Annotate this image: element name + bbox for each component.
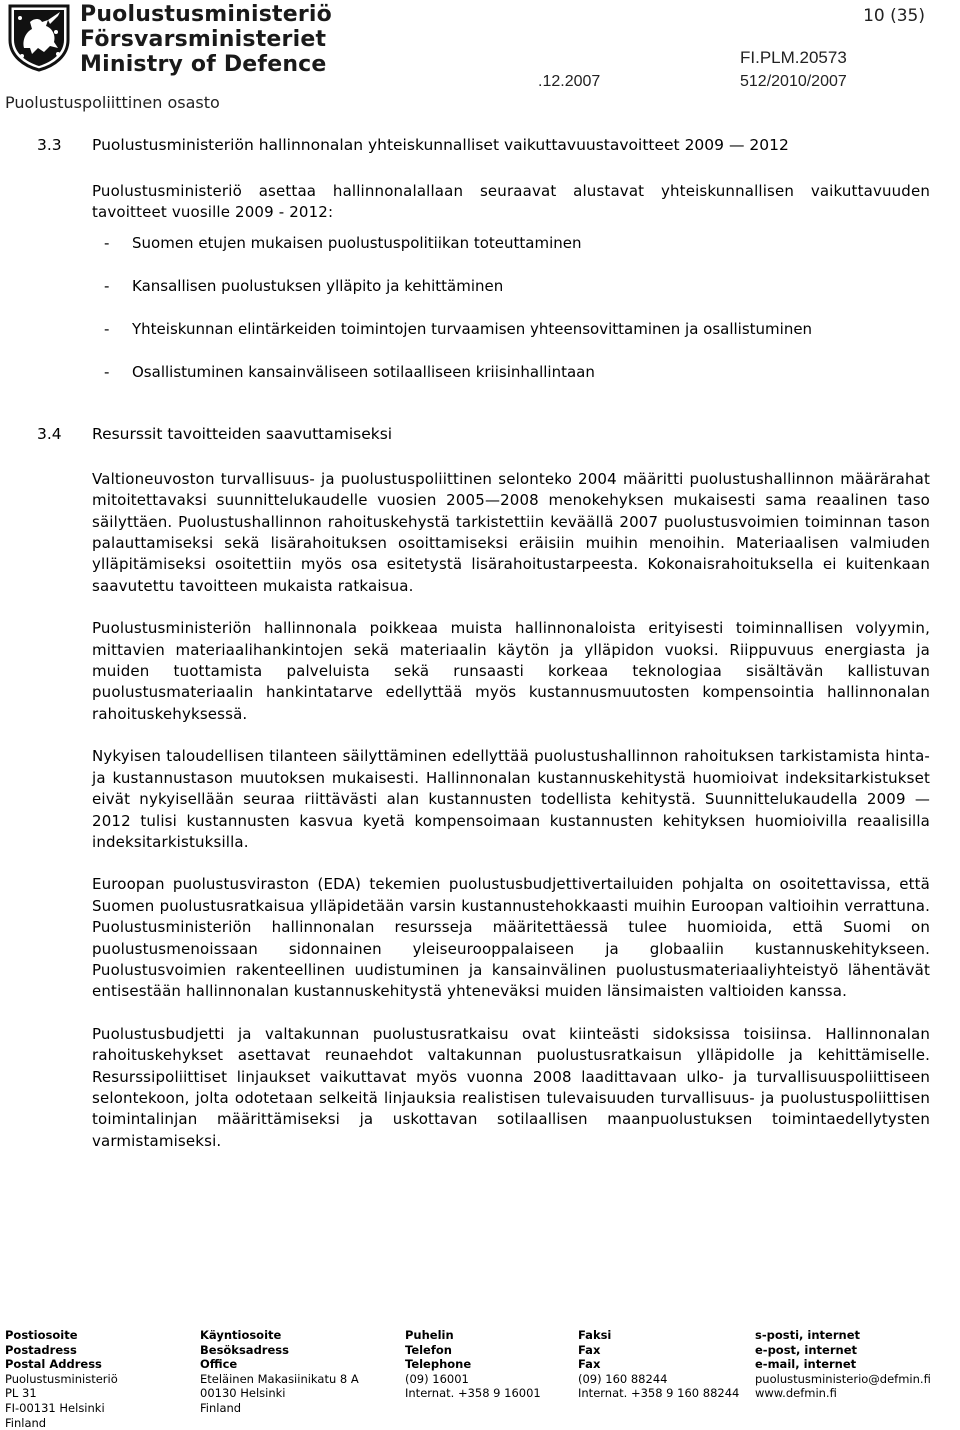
footer-email-internet: s-posti, internet e-post, internet e-mail, internet puolustusministerio@defmin.fi www.defmin.fi — [755, 1328, 931, 1401]
list-item: - Yhteiskunnan elintärkeiden toimintojen turvaamisen yhteensovittaminen ja osallistuminen — [104, 319, 813, 338]
section-number: 3.4 — [37, 424, 62, 443]
document-diary-number: 512/2010/2007 — [740, 73, 847, 90]
email-link[interactable]: puolustusministerio@defmin.fi — [755, 1371, 931, 1386]
footer-office-address: Käyntiosoite Besöksadress Office Eteläinen Makasiinikatu 8 A 00130 Helsinki Finland — [200, 1328, 359, 1415]
footer-postal-address: Postiosoite Postadress Postal Address Puolustusministeriö PL 31 FI-00131 Helsinki Finland — [5, 1328, 118, 1430]
list-item: - Osallistuminen kansainväliseen sotilaalliseen kriisinhallintaan — [104, 362, 595, 381]
ministry-name-block — [80, 2, 332, 77]
section-paragraphs — [37, 469, 930, 1152]
document-date: .12.2007 — [538, 73, 601, 90]
ministry-name-sv: Försvarsministeriet — [80, 27, 327, 52]
coat-of-arms-lion-icon — [4, 2, 74, 72]
ministry-name-en: Ministry of Defence — [80, 52, 327, 77]
body-paragraph: Puolustusministeriön hallinnonala poikkeaa muista hallinnonaloista erityisesti toiminnallisen volyymin, mittavien materiaalihankintojen sekä materiaalin käytön ja ylläpidon vuoksi. Riippuvuus energiasta ja muiden tuottamista palveluista sekä runsaasti korkeaa teknologiaa sisältävän kallistuvan puolustusmateriaalin hankintatarve edellyttää myös kustannusmuutosten kompensointia hallinnonalan rahoituskehyksessä. — [92, 619, 930, 723]
website-link[interactable]: www.defmin.fi — [755, 1386, 837, 1401]
section-heading-3-3 — [37, 135, 930, 155]
page-number: 10 (35) — [863, 6, 925, 26]
body-paragraph: Nykyisen taloudellisen tilanteen säilyttäminen edellyttää puolustushallinnon rahoituksen tarkistamista hinta- ja kustannustason muutoksen mukaisesti. Hallinnonalan kustannuskehitystä huomioivat indeksitarkistukset eivät nykyisellään seuraa riittävästi alan kustannusten todellista kehitystä. Suunnittelukaudella 2009 — 2012 tulisi kustannusten kasvua kyetä kompensoimaan kustannusten kehityksen huomioivilla reaalisilla indeksitarkistuksilla. — [92, 747, 930, 851]
department-name: Puolustuspoliittinen osasto — [5, 93, 220, 112]
section-title: Resurssit tavoitteiden saavuttamiseksi — [92, 424, 393, 443]
section-number: 3.3 — [37, 136, 62, 154]
objectives-list — [92, 233, 930, 383]
section-intro-paragraph: Puolustusministeriö asettaa hallinnonalallaan seuraavat alustavat yhteiskunnallisen vaikuttavuuden tavoitteet vuosille 2009 - 2012: — [92, 182, 930, 222]
list-item: - Suomen etujen mukaisen puolustuspolitiikan toteuttaminen — [104, 233, 582, 252]
ministry-name-fi: Puolustusministeriö — [80, 2, 332, 27]
document-reference: FI.PLM.20573 — [740, 48, 847, 67]
list-item: - Kansallisen puolustuksen ylläpito ja kehittäminen — [104, 276, 504, 295]
body-paragraph: Euroopan puolustusviraston (EDA) tekemien puolustusbudjettivertailuiden pohjalta on osoitettavissa, että Suomen puolustusratkaisua ylläpidetään varsin kustannustehokkaasti muihin Euroopan valtioihin verrattuna. Puolustusministeriön hallinnonalan resursseja määritettäessä tulee huomioida, että Suomi on puolustusmenoissaan sidonnainen yleiseurooppalaiseen ja globaaliin kustannuskehitykseen. Puolustusvoimien rakenteellinen uudistuminen ja kansainvälinen puolustusmateriaaliyhteistyö lähentävät entisestään hallinnonalan kustannuskehitystä yhteneväksi muiden länsimaisten valtioiden kanssa. — [92, 875, 930, 1001]
footer-fax: Faksi Fax Fax (09) 160 88244 Internat. +358 9 160 88244 — [578, 1328, 740, 1401]
section-title: Puolustusministeriön hallinnonalan yhteiskunnalliset vaikuttavuustavoitteet 2009 — 2012 — [92, 136, 789, 154]
section-heading-3-4 — [37, 424, 930, 444]
footer-telephone: Puhelin Telefon Telephone (09) 16001 Internat. +358 9 16001 — [405, 1328, 541, 1401]
body-paragraph: Puolustusbudjetti ja valtakunnan puolustusratkaisu ovat kiinteästi sidoksissa toisiinsa. Hallinnonalan rahoituskehykset asettavat reunaehdot valtakunnan puolustusratkaisun ylläpidolle ja kehittämiselle. Resurssipoliittiset linjaukset vaikuttavat myös vuonna 2008 laadittavaan ulko- ja turvallisuuspoliittiseen selontekoon, jolta odotetaan selkeitä linjauksia realistisen tulevaisuuden turvallisuus- ja puolustuspoliittisen toimintalinjan määrittämiseksi ja uskottavan sotilaallisen maanpuolustuksen toimintaedellytysten varmistamiseksi. — [92, 1024, 930, 1150]
body-paragraph: Valtioneuvoston turvallisuus- ja puolustuspoliittinen selonteko 2004 määritti puolustushallinnon määrärahat mitoitettavaksi suunnittelukaudelle vuosien 2005—2008 menokehyksen mukaisesti sama reaalinen taso säilyttäen. Puolustushallinnon rahoituskehystä tarkistettiin keväällä 2007 puolustusvoimien toiminnan tason palauttamiseksi sekä lisärahoituksen osoittamiseksi eräisiin muihin menoihin. Materiaalisen valmiuden ylläpitämiseksi osoitettiin myös osa esitetystä lisärahoitustarpeesta. Kokonaisrahoituksella ei kuitenkaan saavutettu tavoitteen mukaista ratkaisua. — [92, 469, 930, 595]
document-body — [37, 135, 930, 1152]
